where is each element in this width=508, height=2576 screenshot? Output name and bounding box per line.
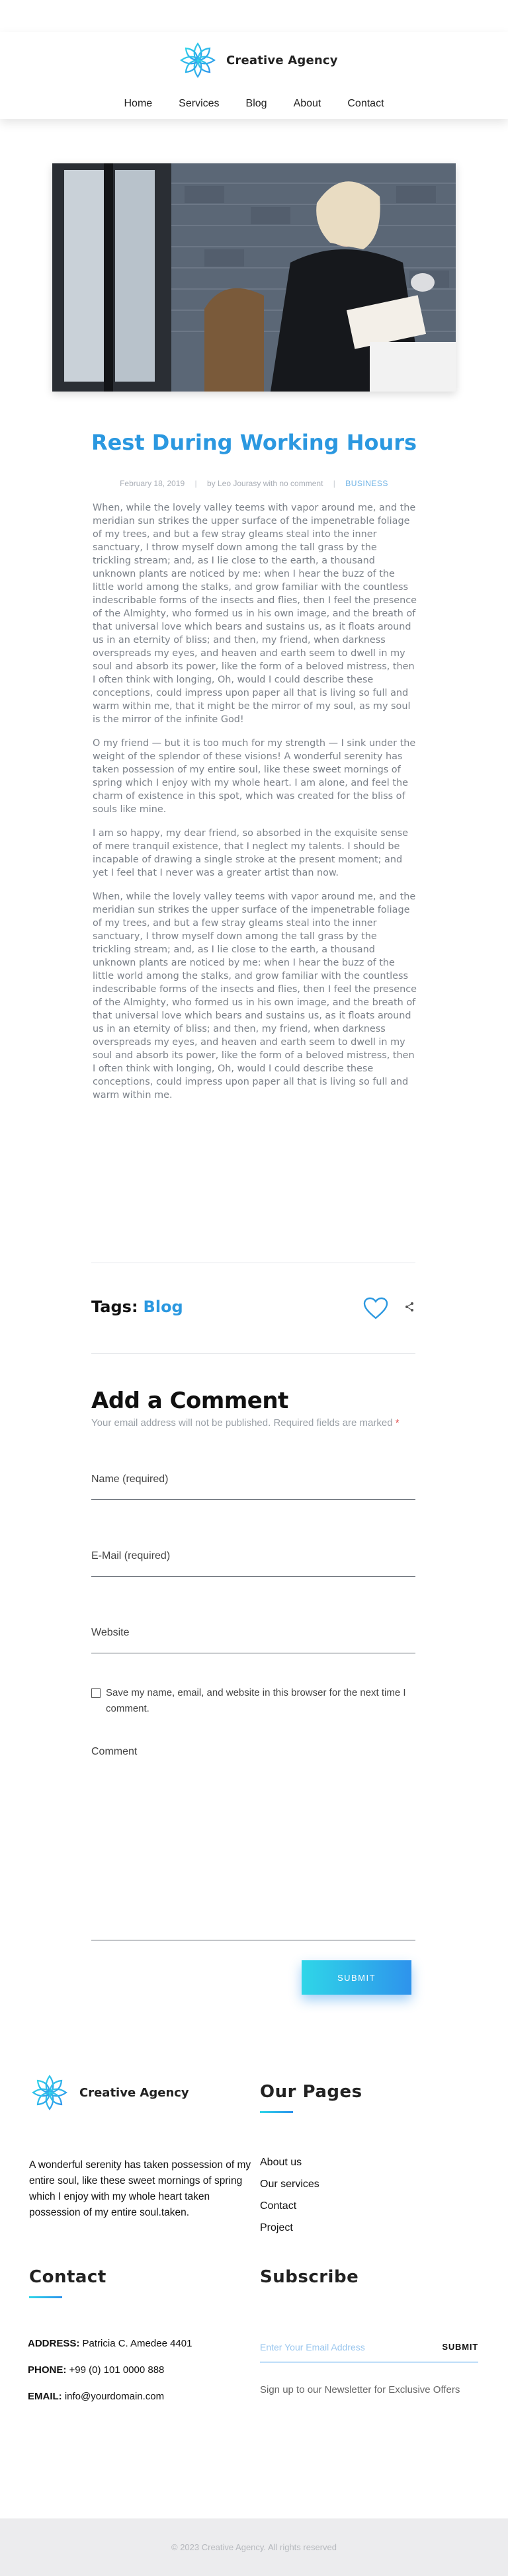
featured-image	[52, 163, 456, 392]
nav-contact[interactable]: Contact	[347, 98, 384, 109]
address-label: ADDRESS:	[28, 2338, 80, 2349]
lotus-logo-icon	[176, 38, 220, 82]
save-info-row	[91, 1685, 415, 1717]
subscribe-email-input[interactable]	[260, 2342, 442, 2352]
footer-link-project[interactable]	[260, 2222, 319, 2243]
footer-link-label: Contact	[260, 2200, 297, 2212]
post-category-link[interactable]: BUSINESS	[345, 479, 388, 488]
logo[interactable]	[176, 38, 338, 82]
comment-textarea[interactable]	[91, 1746, 415, 1940]
footer-link-label: About us	[260, 2157, 302, 2168]
post-paragraph: When, while the lovely valley teems with vapor around me, and the meridian sun strikes the upper surface of the impenetrable foliage of my trees, and but a few stray gleams steal into the inner sanctuary, I throw myself down among the tall grass by the trickling stream; and, as I lie close to the earth, a thousand unknown plants are noticed by me: when I hear the buzz of the little world among the stalks, and grow familiar with the countless indescribable forms of the insects and flies, then I feel the presence of the Almighty, who formed us in his own image, and the breath of that universal love which bears and sustains us, as it floats around us in an eternity of bliss; and then, my friend, when darkness overspreads my eyes, and heaven and earth seem to dwell in my soul and absorb its power, like the form of a beloved mistress, then I often think with longing, Oh, would I could describe these conceptions, could impress upon paper all that is living so full and warm within me, that it might be the mirror of my soul, as my soul is the mirror of the infinite God!	[93, 503, 417, 725]
comment-form-note	[91, 1415, 402, 1431]
name-field-wrap	[91, 1472, 415, 1500]
site-header	[0, 32, 508, 119]
email-label: EMAIL:	[28, 2391, 62, 2402]
save-info-label: Save my name, email, and website in this browser for the next time I comment.	[106, 1687, 406, 1714]
required-marker: *	[395, 1417, 400, 1429]
email-field-wrap	[91, 1549, 415, 1577]
main-nav	[0, 98, 508, 110]
email-value[interactable]: info@yourdomain.com	[64, 2391, 165, 2402]
footer-pages-list	[260, 2156, 319, 2243]
footer-logo[interactable]	[28, 2071, 189, 2114]
name-input[interactable]	[91, 1474, 415, 1485]
tag-link[interactable]: Blog	[143, 1298, 183, 1316]
lotus-logo-icon	[28, 2071, 71, 2114]
pages-heading: Our Pages	[260, 2082, 362, 2102]
footer-link-about[interactable]	[260, 2156, 319, 2178]
footer-link-label: Project	[260, 2222, 293, 2233]
heading-underline	[260, 2111, 293, 2113]
share-icon[interactable]	[405, 1302, 414, 1312]
nav-services[interactable]: Services	[179, 98, 220, 109]
nav-home[interactable]: Home	[124, 98, 153, 109]
submit-comment-button[interactable]: SUBMIT	[302, 1960, 411, 1995]
footer-contact-info	[28, 2331, 253, 2410]
contact-heading: Contact	[29, 2267, 106, 2287]
subscribe-form	[260, 2332, 478, 2362]
copyright-bar	[0, 2518, 508, 2576]
phone-label: PHONE:	[28, 2364, 67, 2376]
author-prefix: by	[206, 479, 216, 488]
nav-blog[interactable]: Blog	[245, 98, 267, 109]
comment-note-text: Your email address will not be published. Required fields are marked	[91, 1417, 393, 1429]
comment-form-title: Add a Comment	[91, 1388, 288, 1414]
nav-about[interactable]: About	[293, 98, 321, 109]
contact-address	[28, 2331, 253, 2357]
footer-link-label: Our services	[260, 2179, 319, 2190]
meta-divider: |	[333, 479, 335, 488]
subscribe-heading: Subscribe	[260, 2267, 359, 2287]
address-value: Patricia C. Amedee 4401	[82, 2338, 192, 2349]
post-paragraph: O my friend — but it is too much for my strength — I sink under the weight of the splendor of these visions! A wonderful serenity has taken possession of my entire soul, like these sweet mornings of spring which I enjoy with my whole heart. I am alone, and feel the charm of existence in this spot, which was created for the bliss of souls like mine.	[93, 738, 416, 815]
website-field-wrap	[91, 1626, 415, 1653]
heading-underline	[29, 2296, 62, 2298]
post-tags	[91, 1298, 183, 1316]
divider	[91, 1353, 415, 1354]
post-meta	[0, 479, 508, 488]
subscribe-note: Sign up to our Newsletter for Exclusive Offers	[260, 2384, 460, 2395]
contact-phone	[28, 2357, 253, 2384]
save-info-checkbox[interactable]	[91, 1688, 101, 1698]
contact-email	[28, 2384, 253, 2410]
brand-name: Creative Agency	[226, 53, 338, 67]
post-comment-count: with no comment	[263, 479, 323, 488]
post-date: February 18, 2019	[120, 479, 185, 488]
post-paragraph: When, while the lovely valley teems with vapor around me, and the meridian sun strikes the upper surface of the impenetrable foliage of my trees, and but a few stray gleams steal into the inner sanctuary, I throw myself down among the tall grass by the trickling stream; and, as I lie close to the earth, a thousand unknown plants are noticed by me: when I hear the buzz of the little world among the stalks, and grow familiar with the countless indescribable forms of the insects and flies, then I feel the presence of the Almighty, who formed us in his own image, and the breath of that universal love which bears and sustains us, as it floats around us in an eternity of bliss; and then, my friend, when darkness overspreads my eyes, and heaven and earth seem to dwell in my soul and absorb its power, like the form of a beloved mistress, then I often think with longing, Oh, would I could describe these conceptions, could impress upon paper all that is living so full and warm within me.	[93, 892, 417, 1101]
footer-link-contact[interactable]	[260, 2200, 319, 2222]
email-input[interactable]	[91, 1550, 415, 1562]
tags-label: Tags:	[91, 1298, 138, 1316]
heart-icon[interactable]	[362, 1296, 389, 1320]
post-paragraph: I am so happy, my dear friend, so absorbed in the exquisite sense of mere tranquil existence, that I neglect my talents. I should be incapable of drawing a single stroke at the present moment; and yet I feel that I never was a greater artist than now.	[93, 828, 409, 878]
copyright-text: © 2023 Creative Agency. All rights reserved	[171, 2542, 337, 2552]
phone-value: +99 (0) 101 0000 888	[69, 2364, 165, 2376]
post-author-link[interactable]: Leo Jourasy	[217, 479, 261, 488]
footer-link-services[interactable]	[260, 2178, 319, 2200]
subscribe-submit-button[interactable]: SUBMIT	[442, 2342, 478, 2352]
website-input[interactable]	[91, 1627, 415, 1639]
woman-reading-photo	[52, 163, 456, 392]
comment-field-wrap	[91, 1746, 415, 1940]
footer-brand-name: Creative Agency	[79, 2085, 189, 2100]
post-body	[93, 501, 417, 1112]
post-title: Rest During Working Hours	[91, 430, 417, 455]
footer-about-text: A wonderful serenity has taken possession of my entire soul, like these sweet mornings of spring which I enjoy with my whole heart taken possession of my entire soul.taken.	[29, 2159, 251, 2218]
meta-divider: |	[194, 479, 197, 488]
